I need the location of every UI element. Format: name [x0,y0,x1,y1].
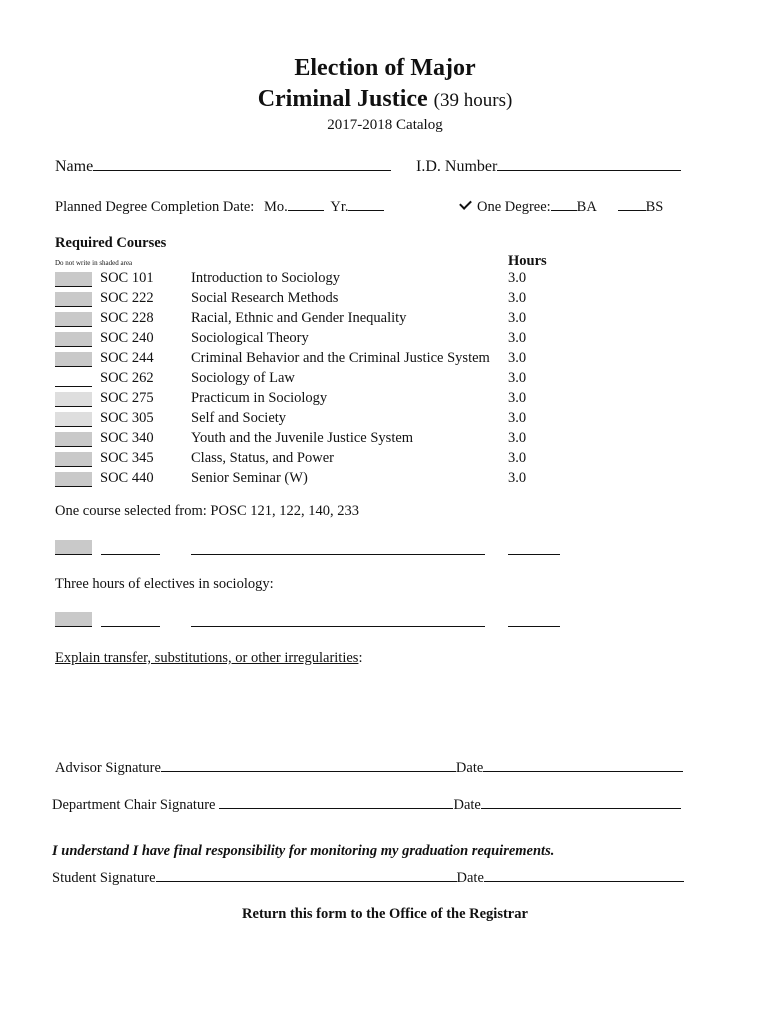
course-shaded-box [55,292,92,307]
elective-b-hours-blank[interactable] [508,626,560,627]
student-signature-row [52,870,684,887]
course-title: Youth and the Juvenile Justice System [191,430,414,446]
course-code: SOC 345 [100,450,154,466]
year-label: Yr. [330,199,349,215]
chair-signature-label: Department Chair Signature [52,797,216,813]
course-title: Racial, Ethnic and Gender Inequality [191,310,407,326]
course-code: SOC 244 [100,350,154,366]
course-hours: 3.0 [508,450,527,466]
catalog-year: 2017-2018 Catalog [327,117,443,133]
course-hours: 3.0 [508,470,527,486]
course-hours: 3.0 [508,410,527,426]
elective-b-shaded-box [55,612,92,627]
course-title: Sociological Theory [191,330,309,346]
month-blank[interactable] [288,210,324,211]
bs-label: BS [645,199,664,215]
degree-choice-row [460,199,663,216]
advisor-signature-blank[interactable] [161,771,456,772]
advisor-date-blank[interactable] [483,771,683,772]
year-blank[interactable] [348,210,384,211]
responsibility-statement: I understand I have final responsibility for monitoring my graduation requirements. [52,843,555,859]
chair-signature-row [52,797,681,814]
elective-a-shaded-box [55,540,92,555]
chair-signature-blank[interactable] [219,808,453,809]
course-shaded-box [55,392,92,407]
one-degree-label: One Degree: [477,199,551,215]
course-title: Class, Status, and Power [191,450,334,466]
elective-b-label: Three hours of electives in sociology: [55,576,274,592]
title-line-1: Election of Major [294,55,476,81]
course-code: SOC 275 [100,390,154,406]
name-field[interactable] [55,158,391,176]
id-field[interactable] [416,158,681,176]
ba-label: BA [576,199,597,215]
student-signature-blank[interactable] [156,881,457,882]
course-title: Senior Seminar (W) [191,470,308,486]
id-blank[interactable] [497,170,681,171]
chair-date-label: Date [453,797,481,813]
title-line-2: Criminal Justice [257,86,428,112]
planned-label: Planned Degree Completion Date: [55,199,255,215]
course-code: SOC 305 [100,410,154,426]
elective-b-title-blank[interactable] [191,626,485,627]
course-shaded-box [55,332,92,347]
course-shaded-box [55,352,92,367]
course-code: SOC 262 [100,370,154,386]
course-shaded-box [55,412,92,427]
course-shaded-box [55,272,92,287]
course-shaded-box [55,472,92,487]
name-blank[interactable] [93,170,391,171]
elective-a-title-blank[interactable] [191,554,485,555]
course-shaded-box [55,312,92,327]
course-hours: 3.0 [508,390,527,406]
course-code: SOC 440 [100,470,154,486]
page-title [0,55,770,82]
month-label: Mo. [263,199,288,215]
course-title: Practicum in Sociology [191,390,328,406]
ba-blank[interactable] [551,210,577,211]
id-label: I.D. Number [416,158,498,175]
check-icon [459,197,472,210]
course-hours: 3.0 [508,270,527,286]
course-shaded-box [55,432,92,447]
course-hours: 3.0 [508,430,527,446]
course-hours: 3.0 [508,310,527,326]
course-code: SOC 222 [100,290,154,306]
bs-blank[interactable] [618,210,646,211]
course-hours: 3.0 [508,350,527,366]
course-code: SOC 101 [100,270,154,286]
shaded-area-note: Do not write in shaded area [55,259,133,267]
student-date-blank[interactable] [484,881,684,882]
elective-a-code-blank[interactable] [101,554,160,555]
course-blank-box[interactable] [55,372,92,387]
course-title: Self and Society [191,410,287,426]
title-hours: (39 hours) [433,90,513,111]
elective-a-hours-blank[interactable] [508,554,560,555]
course-title: Sociology of Law [191,370,295,386]
name-label: Name [55,158,94,175]
required-heading: Required Courses [55,235,167,251]
advisor-signature-row [55,760,683,777]
advisor-date-label: Date [455,760,484,776]
course-code: SOC 240 [100,330,154,346]
explain-colon: : [358,650,363,666]
hours-header: Hours [508,253,547,269]
elective-a-label: One course selected from: POSC 121, 122, 140, 233 [55,503,360,519]
explain-row [55,650,362,667]
course-hours: 3.0 [508,290,527,306]
course-hours: 3.0 [508,370,527,386]
elective-b-code-blank[interactable] [101,626,160,627]
course-code: SOC 340 [100,430,154,446]
course-title: Social Research Methods [191,290,339,306]
student-date-label: Date [456,870,484,886]
course-hours: 3.0 [508,330,527,346]
course-title: Criminal Behavior and the Criminal Justice System [191,350,490,366]
chair-date-blank[interactable] [481,808,681,809]
explain-label: Explain transfer, substitutions, or other irregularities [55,650,359,666]
return-instructions: Return this form to the Office of the Registrar [242,906,528,922]
advisor-signature-label: Advisor Signature [55,760,161,776]
student-signature-label: Student Signature [52,870,156,886]
course-shaded-box [55,452,92,467]
course-title: Introduction to Sociology [191,270,341,286]
course-code: SOC 228 [100,310,154,326]
page-subtitle [0,86,770,113]
planned-date-row [55,199,384,216]
